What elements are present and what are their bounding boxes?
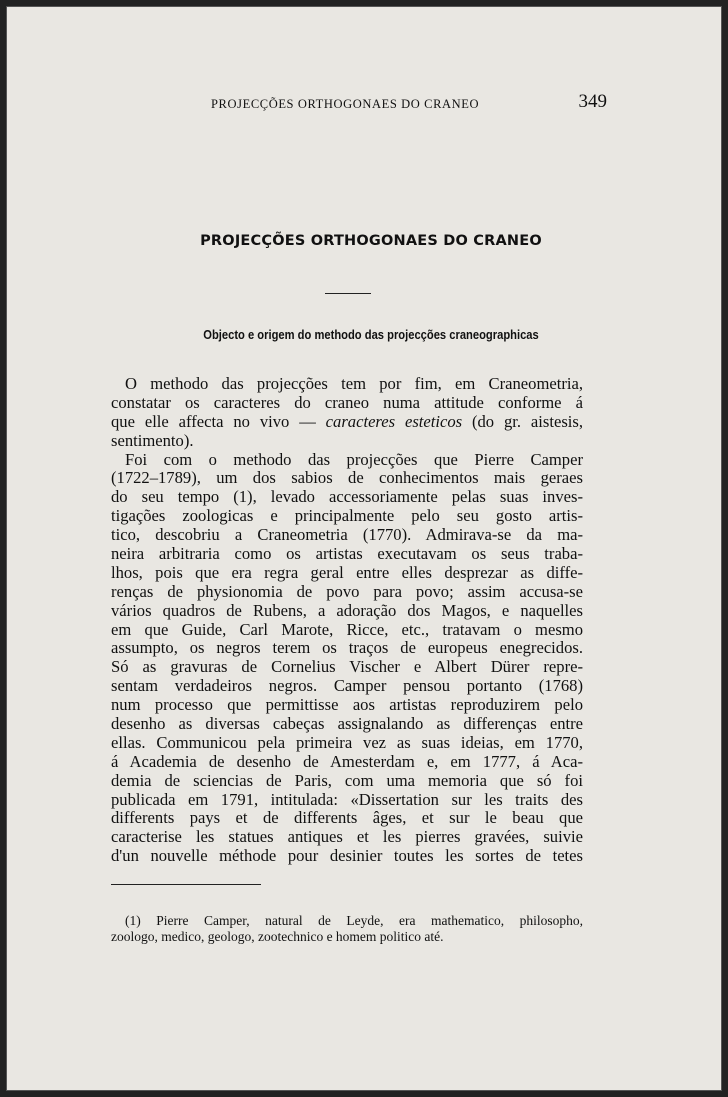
body-line: tigações zoologicas e principalmente pelo seu gosto artis-	[111, 506, 583, 526]
body-line: sentimento).	[111, 430, 194, 450]
section-heading: Objecto e origem do methodo das projecções craneographicas	[203, 327, 539, 342]
body-line: (1722–1789), um dos sabios de conhecimentos mais geraes	[111, 468, 583, 488]
body-text	[111, 375, 583, 866]
body-line: em que Guide, Carl Marote, Ricce, etc., tratavam o mesmo	[111, 619, 583, 639]
book-page	[6, 6, 722, 1091]
body-line: demia de sciencias de Paris, com uma memoria que só foi	[111, 770, 583, 790]
footnote-line: (1) Pierre Camper, natural de Leyde, era mathematico, philosopho,	[125, 913, 583, 928]
body-line: O methodo das projecções tem por fim, em Craneometria,	[125, 374, 583, 393]
body-line: tico, descobriu a Craneometria (1770). Admirava-se da ma-	[111, 525, 583, 545]
body-line: ellas. Communicou pela primeira vez as suas ideias, em 1770,	[111, 732, 583, 752]
body-line: á Academia de desenho de Amesterdam e, em 1777, á Aca-	[111, 751, 583, 771]
body-line: assumpto, os negros terem os traços de europeus enegrecidos.	[111, 638, 583, 658]
body-line: caracterise les statues antiques et les pierres gravées, suivie	[111, 827, 583, 847]
body-line: desenho as diversas cabeças assignalando as differenças entre	[111, 714, 583, 734]
running-header	[107, 91, 607, 115]
body-line-emphasis: que elle affecta no vivo — caracteres esteticos (do gr. aistesis,	[111, 411, 583, 431]
footnote-line: zoologo, medico, geologo, zootechnico e homem politico até.	[111, 929, 444, 944]
body-line: vários quadros de Rubens, a adoração dos Magos, e naquelles	[111, 600, 583, 620]
body-line: renças de physionomia de povo para povo; assim accusa-se	[111, 581, 583, 601]
body-line: constatar os caracteres do craneo numa attitude conforme á	[111, 392, 583, 412]
body-line: neira arbitraria como os artistas executavam os seus traba-	[111, 544, 583, 564]
body-line: num processo que permittisse aos artistas reproduzirem pelo	[111, 695, 583, 715]
body-line: Foi com o methodo das projecções que Pierre Camper	[125, 449, 583, 469]
body-line: publicada em 1791, intitulada: «Dissertation sur les traits des	[111, 789, 583, 809]
title-divider	[325, 293, 371, 294]
footnote-divider	[111, 884, 261, 885]
body-line: Só as gravuras de Cornelius Vischer e Albert Dürer repre-	[111, 657, 583, 677]
body-line: lhos, pois que era regra geral entre elles desprezar as diffe-	[111, 562, 583, 582]
body-line: sentam verdadeiros negros. Camper pensou portanto (1768)	[111, 676, 583, 696]
body-line: differents pays et de differents âges, et sur le beau que	[111, 808, 583, 828]
body-line: d'un nouvelle méthode pour desinier toutes les sortes de tetes	[111, 846, 583, 866]
body-line: do seu tempo (1), levado accessoriamente pelas suas inves-	[111, 487, 583, 507]
page-number: 349	[578, 91, 607, 112]
running-title: PROJECÇÕES ORTHOGONAES DO CRANEO	[211, 97, 480, 111]
footnote	[111, 913, 583, 945]
chapter-title: PROJECÇÕES ORTHOGONAES DO CRANEO	[200, 233, 542, 249]
